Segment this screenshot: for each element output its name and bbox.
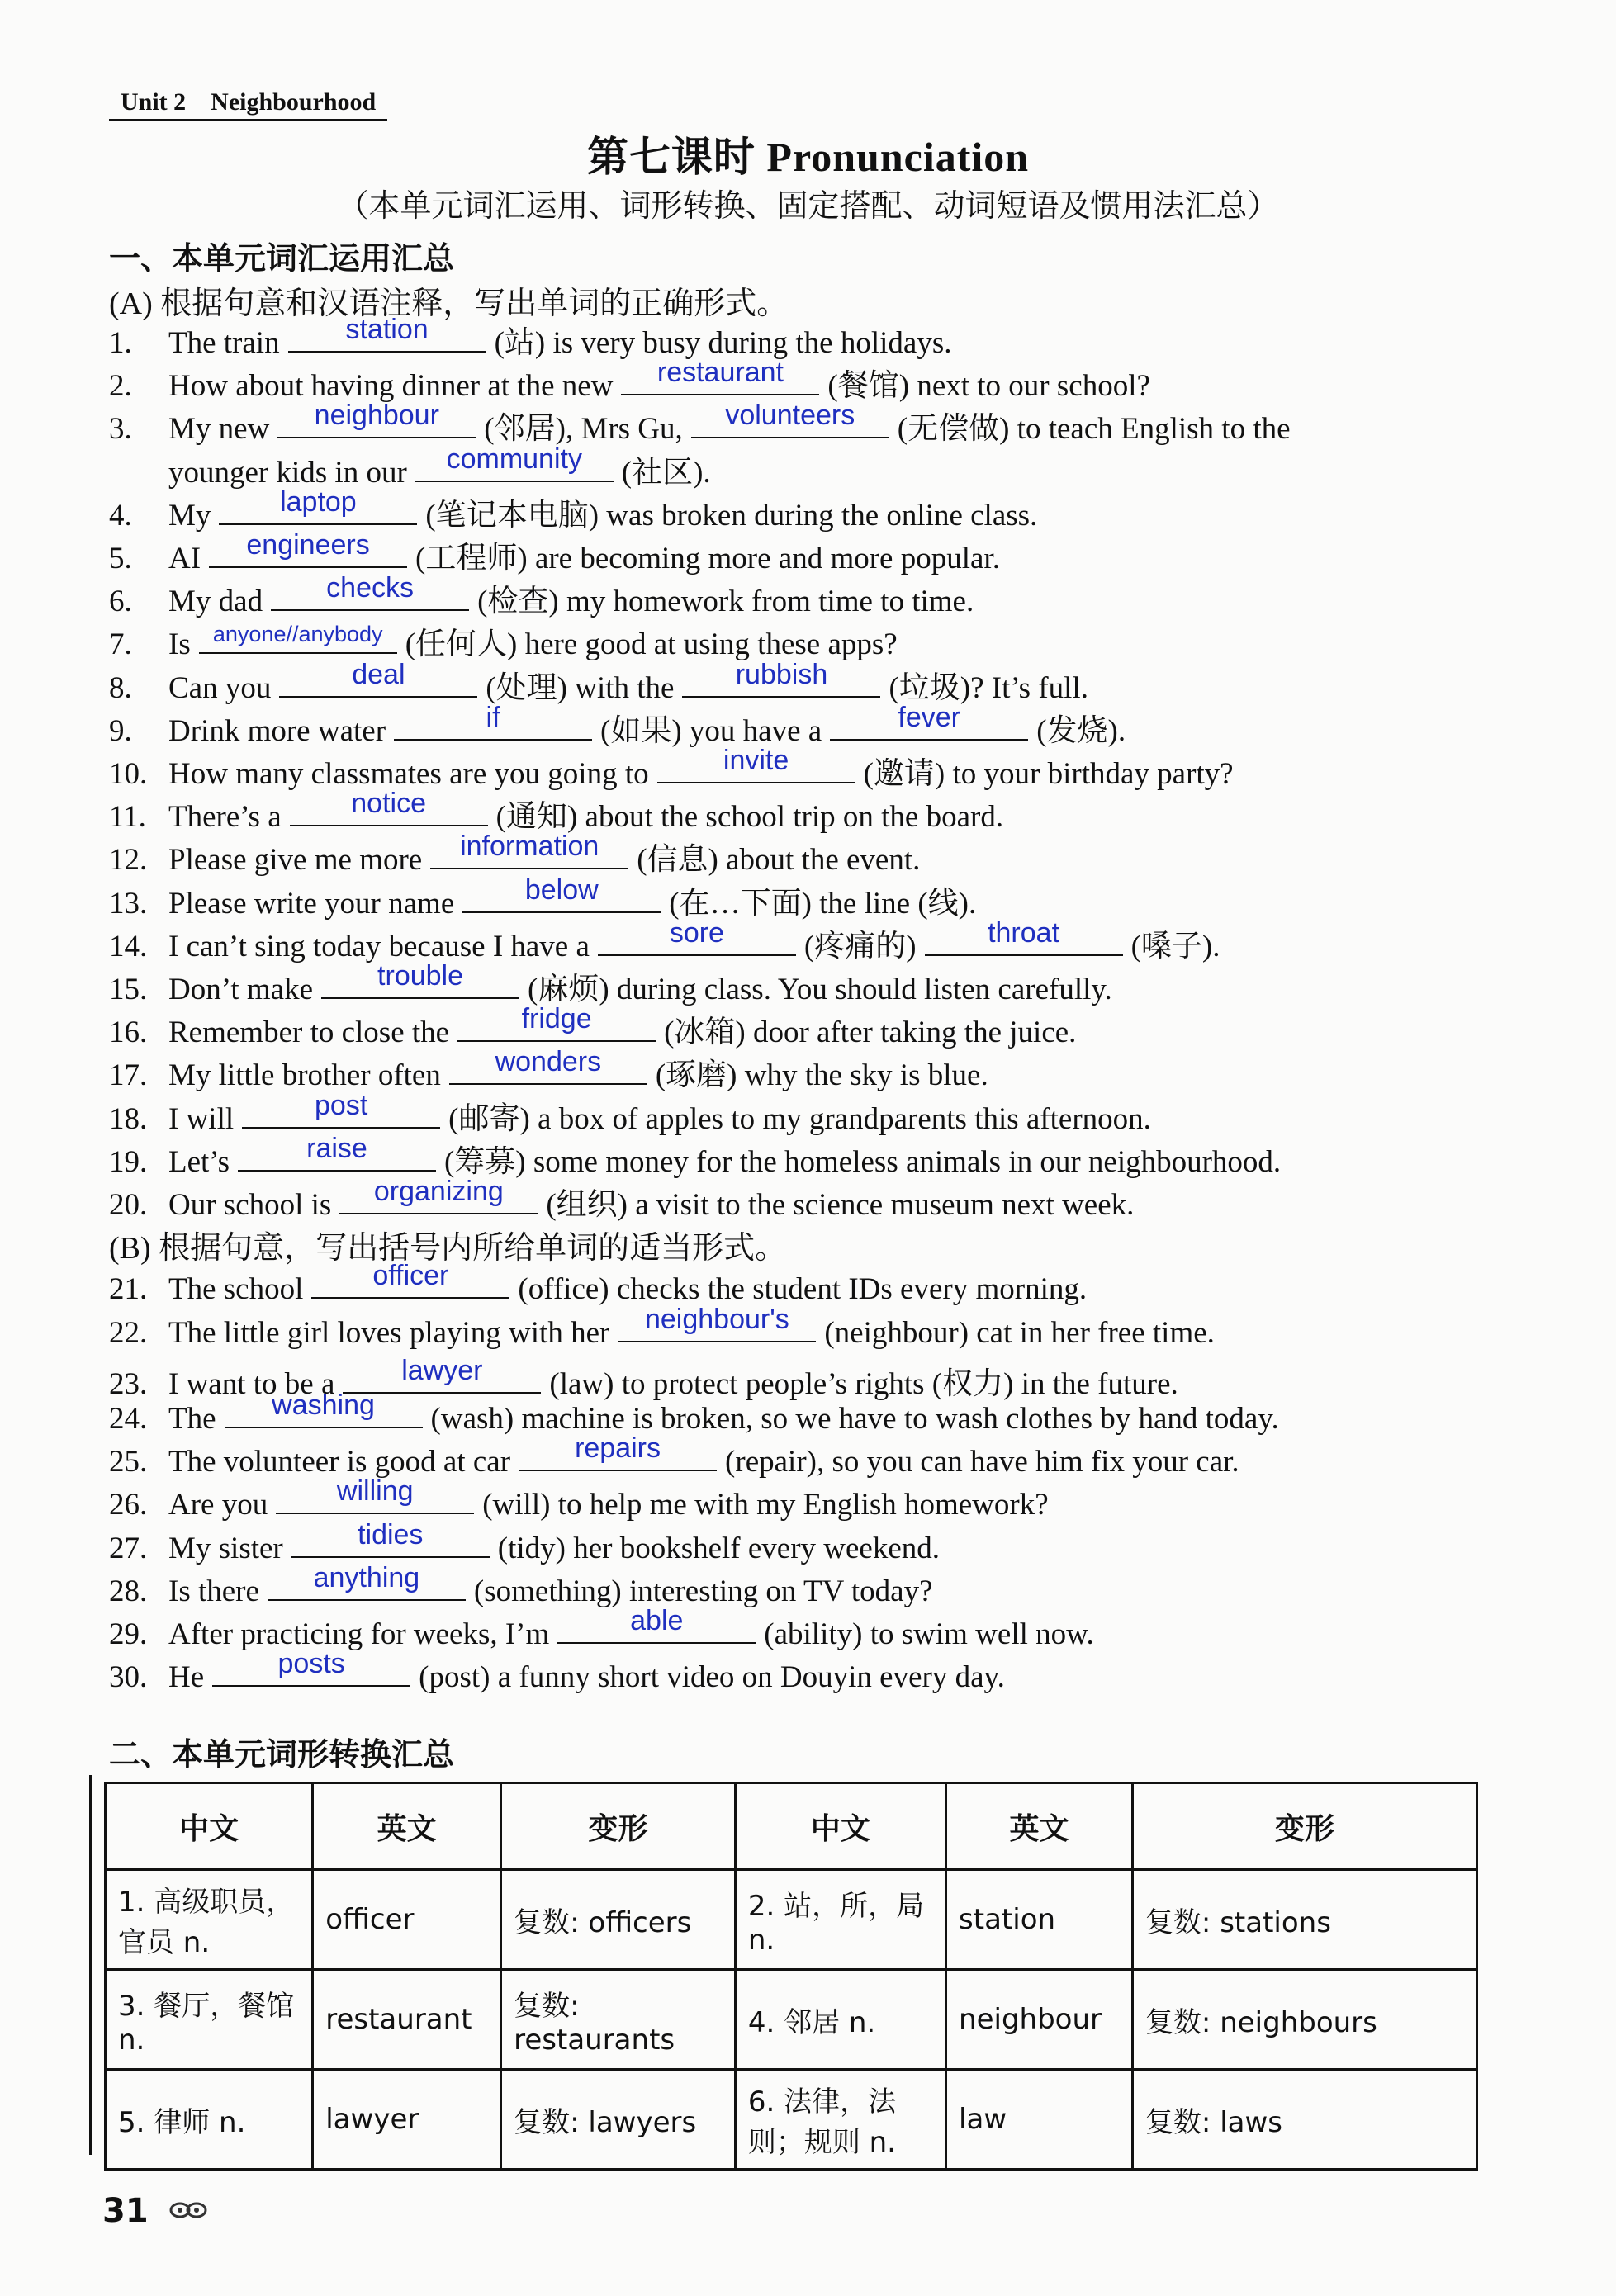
handwritten-answer: posts <box>277 1648 345 1680</box>
item-text: (neighbour) cat in her free time. <box>824 1315 1215 1350</box>
item-text: (冰箱) door after taking the juice. <box>664 1015 1077 1050</box>
item-text: (无偿做) to teach English to the <box>897 412 1291 447</box>
item-number: 20. <box>109 1188 148 1222</box>
exercise-line <box>109 400 1291 447</box>
item-number: 5. <box>109 542 132 575</box>
answer-blank[interactable] <box>268 1561 466 1601</box>
exercise-line <box>109 745 1234 793</box>
item-text: Please give me more <box>168 843 423 878</box>
table-header: 中文 <box>735 1783 945 1870</box>
handwritten-answer: willing <box>336 1475 414 1508</box>
exercise-line <box>109 618 898 663</box>
item-number: 26. <box>109 1488 148 1522</box>
handwritten-answer: information <box>460 831 599 863</box>
page-subtitle: （本单元词汇运用、词形转换、固定搭配、动词短语及惯用法汇总） <box>337 189 1279 224</box>
item-text: Don’t make <box>168 973 314 1006</box>
answer-blank[interactable] <box>291 1518 490 1558</box>
exercise-line <box>109 1475 1049 1522</box>
answer-blank[interactable] <box>457 1003 656 1042</box>
item-number: 12. <box>109 843 148 878</box>
item-text: Are you <box>168 1488 268 1522</box>
item-text: I want to be a <box>168 1366 335 1401</box>
answer-blank[interactable] <box>276 1475 474 1514</box>
item-number: 7. <box>109 627 132 662</box>
item-number: 11. <box>109 800 146 835</box>
exercise-line <box>109 1132 1282 1181</box>
handwritten-answer: neighbour's <box>644 1303 789 1335</box>
mascot-logo-icon <box>169 2198 207 2219</box>
exercise-line <box>109 1605 1094 1652</box>
answer-blank[interactable] <box>279 658 477 698</box>
section2-heading: 二、本单元词形转换汇总 <box>109 1736 455 1773</box>
item-text: younger kids in our <box>168 455 407 490</box>
item-text: (office) checks the student IDs every morning. <box>518 1272 1088 1307</box>
table-cell: law <box>946 2070 1133 2170</box>
item-text: (任何人) here good at using these apps? <box>405 627 898 662</box>
handwritten-answer: tidies <box>358 1518 424 1550</box>
unit-header: Unit 2 Neighbourhood <box>109 81 387 121</box>
item-text: He <box>168 1660 205 1695</box>
handwritten-answer: organizing <box>373 1176 504 1207</box>
handwritten-answer: fridge <box>521 1003 592 1035</box>
exercise-line <box>109 1432 1239 1479</box>
table-header-row <box>106 1783 1477 1870</box>
table-cell: 1. 高级职员，官员 n. <box>106 1870 313 1970</box>
item-text: (will) to help me with my English homework? <box>482 1488 1049 1522</box>
answer-blank[interactable] <box>519 1432 717 1471</box>
item-number: 8. <box>109 670 132 705</box>
exercise-line <box>109 1303 1215 1351</box>
item-text: My <box>168 498 211 533</box>
handwritten-answer: post <box>315 1089 368 1121</box>
table-left-rule <box>89 1775 92 2155</box>
item-text: After practicing for weeks, I’m <box>168 1617 550 1651</box>
handwritten-answer: rubbish <box>735 658 828 690</box>
item-text: The <box>168 1402 216 1436</box>
handwritten-answer: able <box>630 1605 684 1636</box>
item-text: My dad <box>168 585 263 619</box>
table-header: 英文 <box>946 1783 1133 1870</box>
answer-blank[interactable] <box>288 314 486 353</box>
item-text: The train <box>168 326 280 360</box>
exercise-line <box>109 357 1150 405</box>
answer-blank[interactable] <box>311 1260 509 1299</box>
item-number: 30. <box>109 1660 148 1695</box>
table-cell: neighbour <box>946 1970 1133 2070</box>
item-text: Drink more water <box>168 713 386 748</box>
table-cell: 6. 法律，法则；规则 n. <box>735 2070 945 2170</box>
handwritten-answer: deal <box>352 658 405 690</box>
answer-blank[interactable] <box>238 1132 436 1172</box>
table-row <box>106 2070 1477 2170</box>
handwritten-answer: lawyer <box>401 1354 483 1386</box>
item-text: (在…下面) the line (线). <box>669 886 977 921</box>
exercise-line <box>109 1260 1088 1307</box>
item-text: (工程师) are becoming more and more popular. <box>415 542 1000 575</box>
answer-blank[interactable] <box>339 1176 538 1214</box>
exercise-line <box>109 314 952 362</box>
table-cell: 复数: restaurants <box>501 1970 736 2070</box>
table-cell: officer <box>313 1870 501 1970</box>
item-text: (repair), so you can have him fix your car. <box>725 1445 1239 1479</box>
handwritten-answer: trouble <box>377 960 464 992</box>
table-cell: restaurant <box>313 1970 501 2070</box>
item-text: Please write your name <box>168 886 455 921</box>
item-text: (麻烦) during class. You should listen carefully. <box>528 973 1112 1006</box>
handwritten-answer: repairs <box>575 1432 661 1465</box>
exercise-line <box>109 1003 1077 1051</box>
table-cell: 复数: lawyers <box>501 2070 736 2170</box>
item-text: (邀请) to your birthday party? <box>863 757 1234 791</box>
item-text: (law) to protect people’s rights (权力) in the future. <box>549 1366 1178 1401</box>
table-cell: lawyer <box>313 2070 501 2170</box>
answer-blank[interactable] <box>290 788 488 826</box>
item-text: (琢磨) why the sky is blue. <box>655 1058 988 1093</box>
table-cell: 4. 邻居 n. <box>735 1970 945 2070</box>
item-text: (嗓子). <box>1130 929 1220 963</box>
item-number: 27. <box>109 1531 148 1565</box>
item-text: (信息) about the event. <box>637 843 921 878</box>
exercise-line <box>109 701 1126 750</box>
item-number: 1. <box>109 326 132 360</box>
item-text: (垃圾)? It’s full. <box>889 670 1088 705</box>
item-text: I will <box>168 1101 235 1136</box>
partB-instruction: (B) 根据句意，写出括号内所给单词的适当形式。 <box>109 1231 787 1266</box>
handwritten-answer: community <box>446 443 582 475</box>
item-number: 16. <box>109 1015 148 1050</box>
item-text: (疼痛的) <box>803 929 917 963</box>
handwritten-answer: raise <box>306 1132 367 1164</box>
answer-blank[interactable] <box>415 443 614 482</box>
item-text: The volunteer is good at car <box>168 1445 511 1479</box>
table-cell: 2. 站，所，局 n. <box>735 1870 945 1970</box>
handwritten-answer: restaurant <box>656 357 784 389</box>
answer-blank[interactable] <box>449 1046 647 1085</box>
answer-blank[interactable] <box>657 745 855 783</box>
item-text: My sister <box>168 1531 283 1565</box>
item-text: (tidy) her bookshelf every weekend. <box>497 1531 941 1565</box>
table-header: 中文 <box>106 1783 313 1870</box>
exercise-line <box>109 1648 1005 1695</box>
item-number: 22. <box>109 1315 148 1350</box>
answer-blank[interactable] <box>682 658 880 698</box>
item-text: Our school is <box>168 1188 332 1222</box>
answer-blank[interactable] <box>557 1605 756 1644</box>
item-text: There’s a <box>168 800 282 835</box>
answer-blank[interactable] <box>271 572 469 611</box>
item-text: (社区). <box>621 455 711 490</box>
exercise-line <box>109 1046 988 1094</box>
answer-blank[interactable] <box>621 357 819 395</box>
table-header: 变形 <box>501 1783 736 1870</box>
item-number: 3. <box>109 412 132 447</box>
item-text: (检查) my homework from time to time. <box>477 585 974 619</box>
exercise-line <box>109 873 977 922</box>
exercise-line <box>109 1089 1151 1138</box>
answer-blank[interactable] <box>321 960 519 999</box>
item-text: (笔记本电脑) was broken during the online class. <box>425 498 1038 533</box>
item-number: 10. <box>109 757 148 791</box>
exercise-line <box>109 443 711 491</box>
handwritten-answer: below <box>524 873 599 906</box>
item-text: Can you <box>168 670 272 705</box>
answer-blank[interactable] <box>394 701 592 741</box>
item-number: 17. <box>109 1058 148 1093</box>
handwritten-answer: engineers <box>246 529 370 561</box>
answer-blank[interactable] <box>212 1648 410 1687</box>
handwritten-answer: anyone//anybody <box>212 622 383 647</box>
table-cell: 复数: laws <box>1132 2070 1476 2170</box>
answer-blank[interactable] <box>242 1089 440 1129</box>
word-form-table <box>104 1782 1478 2171</box>
item-text: (餐馆) next to our school? <box>827 369 1150 404</box>
handwritten-answer: volunteers <box>725 400 855 432</box>
item-text: How about having dinner at the new <box>168 369 614 404</box>
item-text: My little brother often <box>168 1058 441 1093</box>
item-text: (通知) about the school trip on the board. <box>495 800 1004 835</box>
handwritten-answer: officer <box>372 1260 449 1292</box>
answer-blank[interactable] <box>462 873 661 913</box>
answer-blank[interactable] <box>277 400 476 438</box>
item-number: 24. <box>109 1402 148 1436</box>
exercise-line <box>109 1389 1279 1437</box>
section1-heading: 一、本单元词汇运用汇总 <box>109 240 455 277</box>
table-cell: station <box>946 1870 1133 1970</box>
item-text: (发烧). <box>1036 713 1126 748</box>
handwritten-answer: if <box>486 701 500 733</box>
item-text: (ability) to swim well now. <box>764 1617 1094 1651</box>
item-text: I can’t sing today because I have a <box>168 929 590 963</box>
answer-blank[interactable] <box>598 916 796 956</box>
item-text: (处理) with the <box>486 670 675 705</box>
item-number: 15. <box>109 973 148 1006</box>
handwritten-answer: station <box>345 314 429 345</box>
handwritten-answer: laptop <box>280 485 357 518</box>
item-text: Is <box>168 627 191 662</box>
table-row <box>106 1870 1477 1970</box>
exercise-line <box>109 831 921 878</box>
item-text: (wash) machine is broken, so we have to wash clothes by hand today. <box>430 1402 1279 1436</box>
table-row <box>106 1970 1477 2070</box>
item-number: 14. <box>109 929 148 963</box>
handwritten-answer: wonders <box>495 1046 602 1078</box>
exercise-line <box>109 529 1000 577</box>
table-header: 变形 <box>1132 1783 1476 1870</box>
answer-blank[interactable] <box>925 916 1123 956</box>
item-number: 23. <box>109 1366 148 1401</box>
handwritten-answer: invite <box>723 745 789 776</box>
handwritten-answer: anything <box>313 1561 420 1593</box>
item-number: 4. <box>109 498 132 533</box>
item-number: 2. <box>109 369 132 404</box>
item-text: (邮寄) a box of apples to my grandparents this afternoon. <box>448 1101 1151 1136</box>
item-text: AI <box>168 542 201 575</box>
answer-blank[interactable] <box>199 622 397 654</box>
handwritten-answer: washing <box>272 1389 375 1421</box>
item-text: (组织) a visit to the science museum next week. <box>546 1188 1135 1222</box>
page-number: 31 <box>102 2192 149 2230</box>
page-title: 第七课时 Pronunciation <box>586 134 1030 180</box>
item-number: 19. <box>109 1144 148 1179</box>
item-text: (邻居), Mrs Gu, <box>484 412 683 447</box>
handwritten-answer: checks <box>326 572 414 604</box>
table-header: 英文 <box>313 1783 501 1870</box>
exercise-line <box>109 1561 933 1609</box>
item-number: 28. <box>109 1574 148 1608</box>
table-cell: 5. 律师 n. <box>106 2070 313 2170</box>
item-number: 29. <box>109 1617 148 1651</box>
item-text: Remember to close the <box>168 1015 450 1050</box>
item-text: My new <box>168 412 270 447</box>
partA-instruction: (A) 根据句意和汉语注释，写出单词的正确形式。 <box>109 286 789 321</box>
exercise-line <box>109 1176 1135 1224</box>
exercise-line <box>109 1518 941 1566</box>
exercise-line <box>109 485 1038 534</box>
answer-blank[interactable] <box>225 1389 423 1428</box>
answer-blank[interactable] <box>691 400 889 438</box>
item-text: (post) a funny short video on Douyin every day. <box>419 1660 1005 1695</box>
item-text: How many classmates are you going to <box>168 757 649 791</box>
answer-blank[interactable] <box>830 701 1028 741</box>
table-cell: 3. 餐厅，餐馆 n. <box>106 1970 313 2070</box>
handwritten-answer: sore <box>669 916 724 949</box>
item-text: (如果) you have a <box>600 713 822 748</box>
item-text: The school <box>168 1272 304 1307</box>
handwritten-answer: notice <box>351 788 426 820</box>
handwritten-answer: neighbour <box>314 400 439 432</box>
handwritten-answer: fever <box>898 701 960 733</box>
exercise-line <box>109 788 1004 836</box>
item-text: (站) is very busy during the holidays. <box>494 326 952 360</box>
item-number: 25. <box>109 1445 148 1479</box>
answer-blank[interactable] <box>618 1303 816 1342</box>
item-number: 21. <box>109 1272 148 1307</box>
item-text: (筹募) some money for the homeless animals in our neighbourhood. <box>443 1144 1282 1179</box>
exercise-line <box>109 658 1088 707</box>
answer-blank[interactable] <box>219 485 417 525</box>
table-cell: 复数: stations <box>1132 1870 1476 1970</box>
table-cell: 复数: officers <box>501 1870 736 1970</box>
item-text: (something) interesting on TV today? <box>473 1574 933 1608</box>
item-number: 6. <box>109 585 132 619</box>
item-text: Is there <box>168 1574 259 1608</box>
item-text: Let’s <box>168 1144 230 1179</box>
item-number: 18. <box>109 1101 148 1136</box>
item-number: 9. <box>109 713 132 748</box>
exercise-line <box>109 572 974 620</box>
answer-blank[interactable] <box>209 529 407 568</box>
item-number: 13. <box>109 886 148 921</box>
item-text: The little girl loves playing with her <box>168 1315 610 1350</box>
table-cell: 复数: neighbours <box>1132 1970 1476 2070</box>
answer-blank[interactable] <box>430 831 628 869</box>
handwritten-answer: throat <box>988 916 1060 949</box>
exercise-line <box>109 916 1220 965</box>
exercise-line <box>109 960 1112 1008</box>
